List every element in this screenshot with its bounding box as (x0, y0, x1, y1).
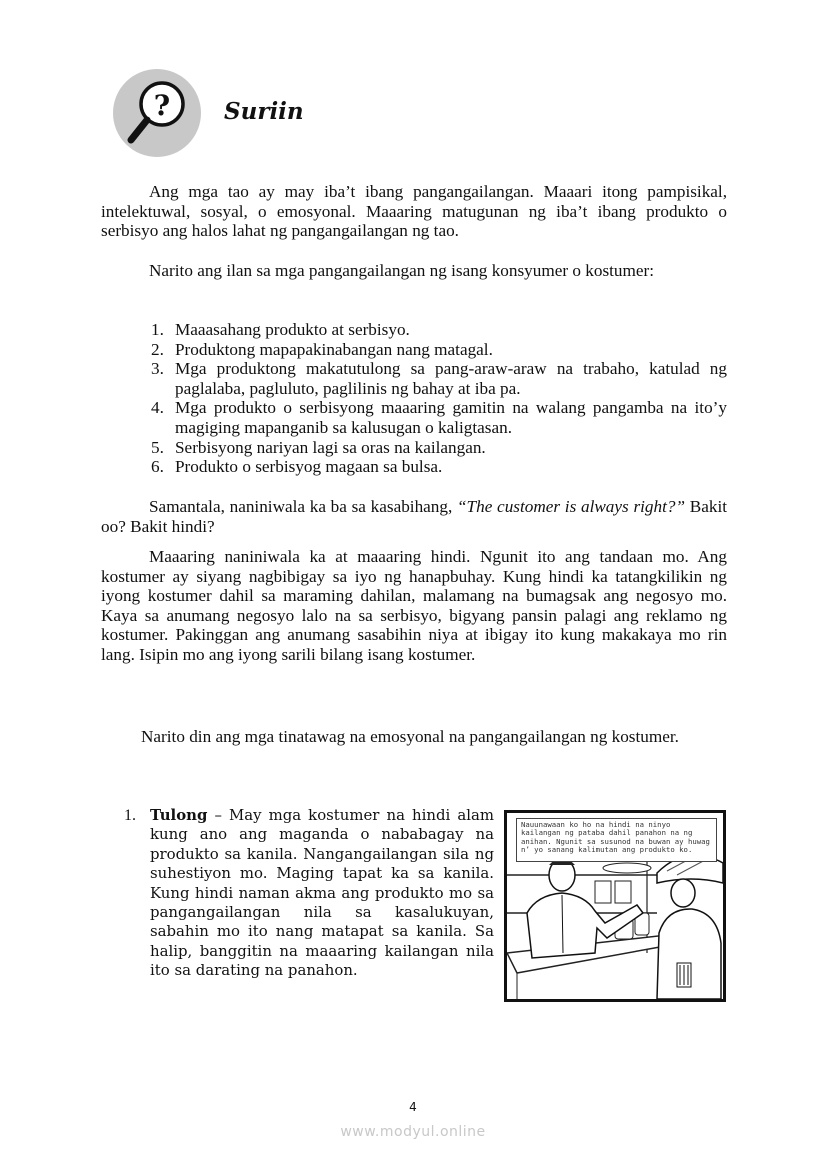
quote-text: “The customer is always right?” (457, 497, 686, 516)
list-item: 1. Tulong – May mga kostumer na hindi alam kung ano ang maganda o nababagay na produkto sa kanila. Nangangailangan sila ng suhestiyon mo. Maging tapat ka sa kanila. Kung hindi naman akma ang produkto mo sa pangangailangan nila sa kasalukuyan, sabahin mo ito nang matapat sa kanila. Sa halip, banggitin na maaaring kailangan nila ito sa darating na panahon. (124, 806, 494, 980)
shopkeeper-farmer-illustration (504, 810, 726, 1002)
needs-list (124, 320, 727, 477)
section-title: Suriin (224, 98, 304, 125)
watermark: www.modyul.online (340, 1124, 486, 1140)
list-item: 4. Mga produkto o serbisyong maaaring gamitin na walang pangamba na ito’y magiging mapanganib sa kalusugan o kaligtasan. (151, 398, 727, 437)
list-item: 3. Mga produktong makatutulong sa pang-araw-araw na trabaho, katulad ng paglalaba, pagluluto, paglilinis ng bahay at iba pa. (151, 359, 727, 398)
page-number: 4 (409, 1100, 417, 1114)
speech-bubble: Nauunawaan ko ho na hindi na ninyo kailangan ng pataba dahil panahon na ng anihan. Ngunit sa susunod na buwan ay huwag n’ yo sanang kalimutan ang produkto ko. (516, 818, 717, 862)
question-paragraph: Samantala, naniniwala ka ba sa kasabihang, “The customer is always right?” Bakit oo? Bakit hindi? (101, 497, 727, 536)
emotional-needs-list (124, 806, 494, 981)
list-item: 2. Produktong mapapakinabangan nang matagal. (151, 339, 493, 359)
svg-text:?: ? (153, 89, 171, 122)
list-item: 5. Serbisyong nariyan lagi sa oras na kailangan. (151, 437, 486, 457)
magnifier-question-icon (112, 68, 202, 158)
emotional-needs-intro: Narito din ang mga tinatawag na emosyonal na pangangailangan ng kostumer. (141, 727, 679, 746)
list-item: 1. Maaasahang produkto at serbisyo. (151, 320, 410, 339)
answer-paragraph: Maaaring naniniwala ka at maaaring hindi. Ngunit ito ang tandaan mo. Ang kostumer ay siyang nagbibigay sa iyo ng hanapbuhay. Kung hindi ka tatangkilikin ng iyong kostumer dahil sa maraming dahilan, malamang na bumagsak ang negosyo mo. Kaya sa anumang negosyo lalo na sa serbisyo, bigyang pansin palagi ang reklamo ng kostumer. Pakinggan ang anumang sasabihin niya at ibigay ito kung makakaya mo rin lang. Isipin mo ang iyong sarili bilang isang kostumer. (101, 547, 727, 664)
intro-paragraph-1: Ang mga tao ay may iba’t ibang pangangailangan. Maaari itong pampisikal, intelektuwal, sosyal, o emosyonal. Maaaring matugunan ng iba’t ibang produkto o serbisyo ang halos lahat ng pangangailangan ng tao. (101, 182, 727, 241)
intro-paragraph-2: Narito ang ilan sa mga pangangailangan ng isang konsyumer o kostumer: (149, 261, 655, 280)
list-item: 6. Produkto o serbisyog magaan sa bulsa. (151, 457, 443, 477)
need-term: Tulong (150, 806, 208, 824)
